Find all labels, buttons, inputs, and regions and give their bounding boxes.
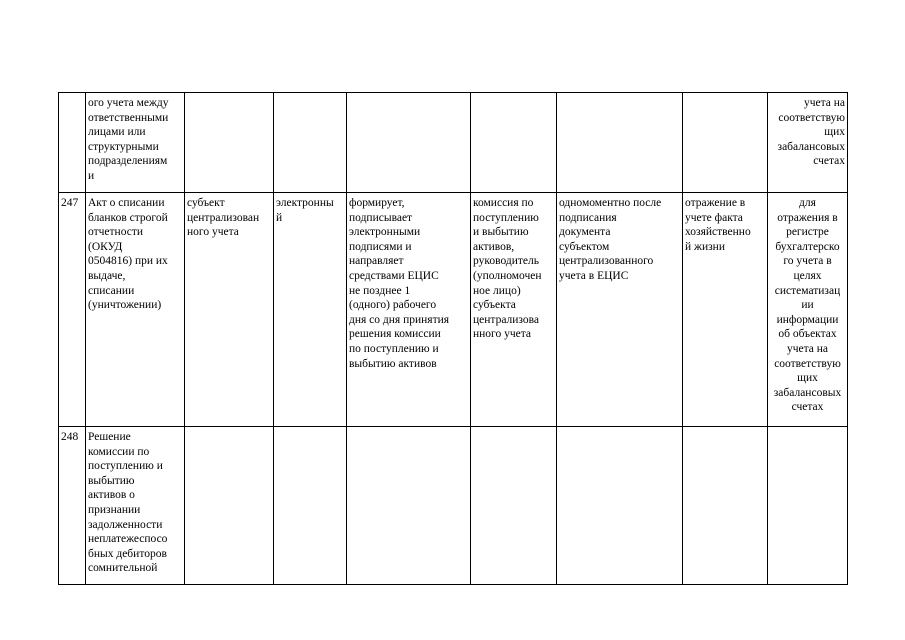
- format-cell: [274, 427, 347, 585]
- format-cell: [274, 93, 347, 193]
- format-cell: электронны й: [274, 193, 347, 427]
- action-cell: [347, 93, 471, 193]
- table-row: [59, 427, 848, 585]
- purpose-cell: [768, 427, 848, 585]
- deadline-cell: [557, 93, 683, 193]
- deadline-cell: одномоментно после подписания документа субъектом централизованного учета в ЕЦИС: [557, 193, 683, 427]
- document-table: [58, 92, 848, 585]
- document-name-cell: ого учета между ответственными лицами или структурными подразделениям и: [86, 93, 185, 193]
- signers-cell: [471, 93, 557, 193]
- responsible-cell: [185, 427, 274, 585]
- table-row: [59, 93, 848, 193]
- operation-cell: [683, 93, 768, 193]
- purpose-cell: учета на соответствую щих забалансовых счетах: [768, 93, 848, 193]
- table-row: [59, 193, 848, 427]
- row-number-cell: [59, 93, 86, 193]
- document-name-cell: Акт о списании бланков строгой отчетности (ОКУД 0504816) при их выдаче, списании (уничтожении): [86, 193, 185, 427]
- responsible-cell: [185, 93, 274, 193]
- document-name-cell: Решение комиссии по поступлению и выбытию активов о признании задолженности неплатежеспосо бных дебиторов сомнительной: [86, 427, 185, 585]
- action-cell: формирует, подписывает электронными подписями и направляет средствами ЕЦИС не позднее 1 (одного) рабочего дня со дня принятия решения комиссии по поступлению и выбытию активов: [347, 193, 471, 427]
- operation-cell: отражение в учете факта хозяйственно й жизни: [683, 193, 768, 427]
- operation-cell: [683, 427, 768, 585]
- row-number-cell: 248: [59, 427, 86, 585]
- row-number-cell: 247: [59, 193, 86, 427]
- responsible-cell: субъект централизован ного учета: [185, 193, 274, 427]
- signers-cell: комиссия по поступлению и выбытию активов, руководитель (уполномочен ное лицо) субъекта централизова нного учета: [471, 193, 557, 427]
- action-cell: [347, 427, 471, 585]
- signers-cell: [471, 427, 557, 585]
- deadline-cell: [557, 427, 683, 585]
- purpose-cell: для отражения в регистре бухгалтерско го учета в целях систематизац ии информации об объектах учета на соответствую щих забалансовых счетах: [768, 193, 848, 427]
